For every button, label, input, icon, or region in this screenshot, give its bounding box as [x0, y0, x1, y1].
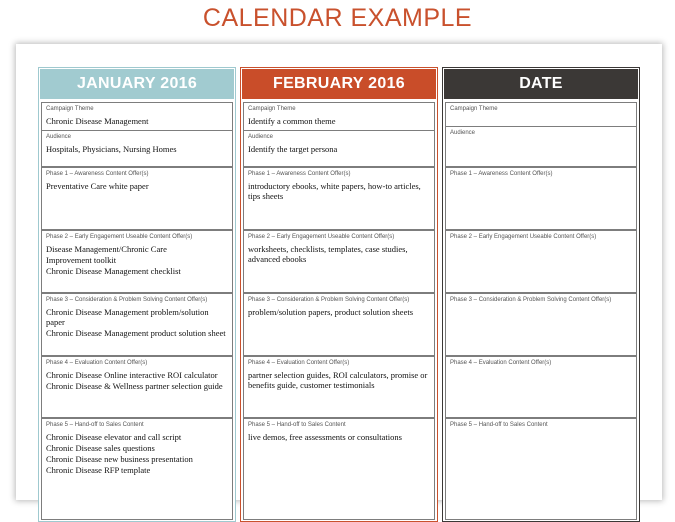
- phase3-label: Phase 3 – Consideration & Problem Solving Content Offer(s): [46, 297, 208, 303]
- column-january: [38, 67, 236, 522]
- phase3-cell: [41, 293, 233, 356]
- audience-label: Audience: [248, 134, 274, 140]
- column-header: DATE: [444, 69, 638, 99]
- calendar-sheet: [16, 44, 662, 500]
- phase2-cell: [41, 230, 233, 293]
- audience-label: Audience: [450, 130, 476, 136]
- theme-audience-cell: [41, 102, 233, 167]
- phase3-cell: [445, 293, 637, 356]
- phase5-label: Phase 5 – Hand-off to Sales Content: [450, 422, 548, 428]
- phase1-label: Phase 1 – Awareness Content Offer(s): [248, 171, 351, 177]
- content-item: Chronic Disease & Wellness partner selection guide: [46, 381, 223, 391]
- content-item: Improvement toolkit: [46, 255, 117, 265]
- theme-audience-cell: [445, 102, 637, 167]
- phase4-label: Phase 4 – Evaluation Content Offer(s): [46, 360, 148, 366]
- campaign-theme-value: Identify a common theme: [248, 116, 336, 126]
- phase4-cell: [41, 356, 233, 418]
- divider: [446, 126, 636, 127]
- phase5-cell: [41, 418, 233, 520]
- content-item: Chronic Disease new business presentation: [46, 454, 193, 464]
- phase3-label: Phase 3 – Consideration & Problem Solving Content Offer(s): [450, 297, 612, 303]
- phase4-label: Phase 4 – Evaluation Content Offer(s): [450, 360, 552, 366]
- content-item: Preventative Care white paper: [46, 181, 149, 191]
- campaign-theme-label: Campaign Theme: [248, 106, 296, 112]
- audience-value: Identify the target persona: [248, 144, 338, 154]
- content-item: problem/solution papers, product solution sheets: [248, 307, 414, 317]
- content-item: Chronic Disease Online interactive ROI calculator: [46, 370, 218, 380]
- content-item: Chronic Disease elevator and call script: [46, 432, 182, 442]
- phase1-cell: [445, 167, 637, 230]
- phase2-label: Phase 2 – Early Engagement Useable Content Offer(s): [450, 234, 597, 240]
- content-item: live demos, free assessments or consultations: [248, 432, 402, 442]
- audience-value: Hospitals, Physicians, Nursing Homes: [46, 144, 177, 154]
- phase1-cell: [243, 167, 435, 230]
- campaign-theme-label: Campaign Theme: [46, 106, 94, 112]
- column-february: [240, 67, 438, 522]
- phase1-label: Phase 1 – Awareness Content Offer(s): [46, 171, 149, 177]
- content-item: partner selection guides, ROI calculators, promise or benefits guide, customer testimonials: [248, 370, 428, 390]
- phase1-label: Phase 1 – Awareness Content Offer(s): [450, 171, 553, 177]
- campaign-theme-label: Campaign Theme: [450, 106, 498, 112]
- phase1-cell: [41, 167, 233, 230]
- content-item: introductory ebooks, white papers, how-to articles, tips sheets: [248, 181, 421, 201]
- phase5-cell: [243, 418, 435, 520]
- phase2-cell: [243, 230, 435, 293]
- content-item: Chronic Disease Management product solution sheet: [46, 328, 226, 338]
- content-item: Chronic Disease sales questions: [46, 443, 155, 453]
- column-header: FEBRUARY 2016: [242, 69, 436, 99]
- phase5-label: Phase 5 – Hand-off to Sales Content: [46, 422, 144, 428]
- column-header: JANUARY 2016: [40, 69, 234, 99]
- phase2-label: Phase 2 – Early Engagement Useable Content Offer(s): [248, 234, 395, 240]
- phase4-cell: [243, 356, 435, 418]
- campaign-theme-value: Chronic Disease Management: [46, 116, 149, 126]
- content-item: Chronic Disease RFP template: [46, 465, 151, 475]
- content-item: Chronic Disease Management problem/solution paper: [46, 307, 209, 327]
- column-date: [442, 67, 640, 522]
- phase2-label: Phase 2 – Early Engagement Useable Content Offer(s): [46, 234, 193, 240]
- divider: [244, 130, 434, 131]
- phase4-label: Phase 4 – Evaluation Content Offer(s): [248, 360, 350, 366]
- phase3-cell: [243, 293, 435, 356]
- content-item: Chronic Disease Management checklist: [46, 266, 181, 276]
- phase3-label: Phase 3 – Consideration & Problem Solving Content Offer(s): [248, 297, 410, 303]
- theme-audience-cell: [243, 102, 435, 167]
- divider: [42, 130, 232, 131]
- content-item: Disease Management/Chronic Care: [46, 244, 167, 254]
- phase5-cell: [445, 418, 637, 520]
- phase4-cell: [445, 356, 637, 418]
- content-item: worksheets, checklists, templates, case studies, advanced ebooks: [248, 244, 408, 264]
- phase5-label: Phase 5 – Hand-off to Sales Content: [248, 422, 346, 428]
- phase2-cell: [445, 230, 637, 293]
- page-title: CALENDAR EXAMPLE: [202, 4, 473, 32]
- audience-label: Audience: [46, 134, 72, 140]
